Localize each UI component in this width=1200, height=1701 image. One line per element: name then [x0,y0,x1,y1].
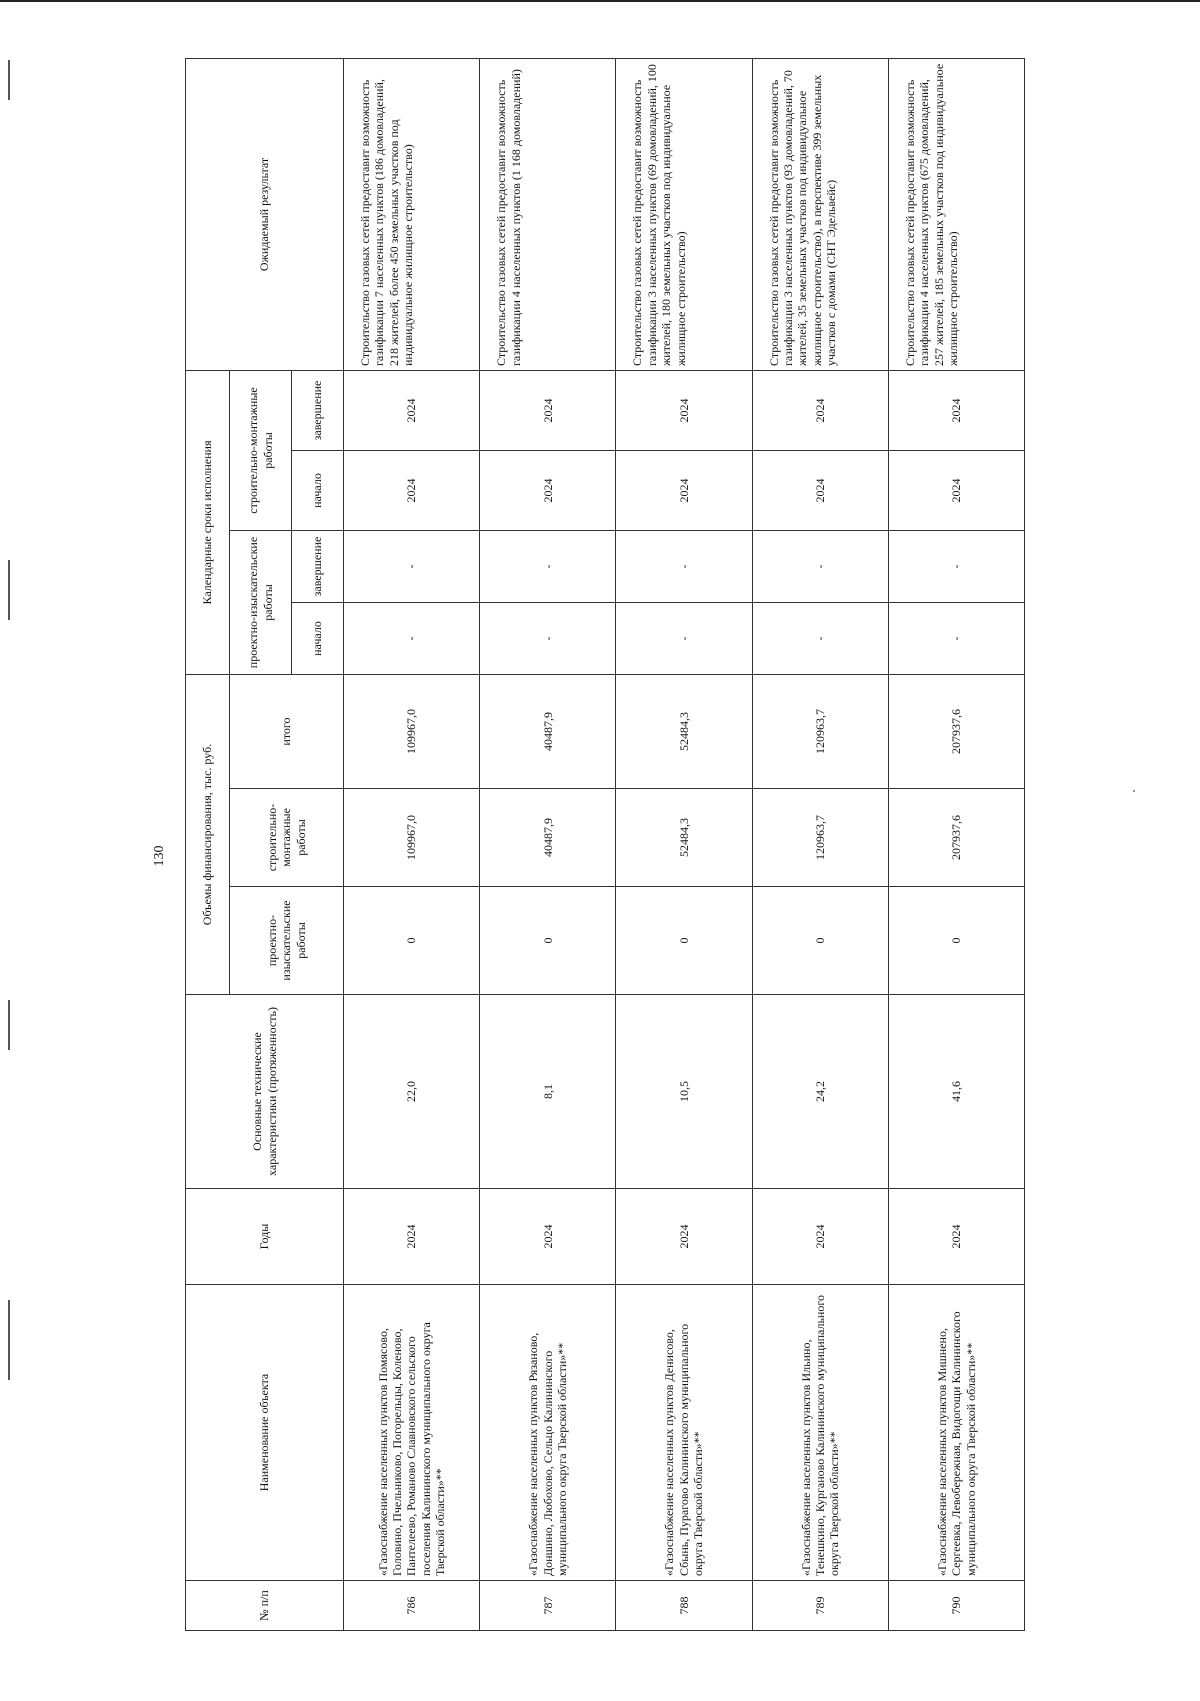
row-design-end: - [344,531,480,603]
row-years: 2024 [480,1189,616,1285]
header-name: Наименование объекта [186,1285,344,1581]
row-name: «Газоснабжение населенных пунктов Мишнено, Сергеевка, Левобережная, Видогощи Калининского муниципального округа Тверской области»** [888,1285,1024,1581]
row-result: Строительство газовых сетей предоставит возможность газификации 4 населенных пунктов (675 домовладений, 257 жителей, 185 земельных участков под индивидуальное жилищное строительство) [888,58,1024,370]
row-fund-design: 0 [888,887,1024,995]
row-construct-start: 2024 [344,451,480,531]
page-number: 130 [152,845,167,867]
row-num: 786 [344,1581,480,1631]
row-construct-start: 2024 [616,451,752,531]
table-row [616,58,752,1630]
row-design-start: - [480,603,616,675]
row-fund-construct: 40487,9 [480,789,616,887]
row-name: «Газоснабжение населенных пунктов Денисово, Сбынь, Пурагово Калининского муниципального округа Тверской области»** [616,1285,752,1581]
row-fund-total: 120963,7 [752,675,888,789]
header-design-end: завершение [292,531,344,603]
row-construct-start: 2024 [752,451,888,531]
scan-margin-mark [8,60,10,100]
top-border-line [0,0,1200,2]
row-fund-total: 207937,6 [888,675,1024,789]
header-tech: Основные технические характеристики (протяженность) [186,995,344,1189]
row-fund-design: 0 [752,887,888,995]
scan-margin-mark [8,1300,10,1380]
row-num: 790 [888,1581,1024,1631]
row-design-end: - [480,531,616,603]
rotated-table-container [185,59,1025,1631]
header-funding-group: Объемы финансирования, тыс. руб. [186,675,230,995]
row-fund-total: 40487,9 [480,675,616,789]
scan-margin-mark [8,560,10,620]
row-construct-end: 2024 [480,370,616,450]
row-years: 2024 [616,1189,752,1285]
row-design-start: - [888,603,1024,675]
row-tech: 22,0 [344,995,480,1189]
row-result: Строительство газовых сетей предоставит возможность газификации 3 населенных пунктов (93 домовладений, 70 жителей, 35 земельных участков под индивидуальное жилищное строительство), в перспективе 399 земельных участков с домами (СНТ Эдельвейс) [752,58,888,370]
row-design-start: - [616,603,752,675]
row-result: Строительство газовых сетей предоставит возможность газификации 4 населенных пунктов (1 168 домовладений) [480,58,616,370]
row-years: 2024 [888,1189,1024,1285]
row-fund-construct: 109967,0 [344,789,480,887]
row-name: «Газоснабжение населенных пунктов Ильино, Тенешкино, Курганово Калининского муниципального округа Тверской области»** [752,1285,888,1581]
row-tech: 10,5 [616,995,752,1189]
row-fund-design: 0 [480,887,616,995]
row-result: Строительство газовых сетей предоставит возможность газификации 3 населенных пунктов (69 домовладений, 100 жителей, 180 земельных участков под индивидуальное жилищное строительство) [616,58,752,370]
header-fund-design: проектно-изыскательские работы [230,887,344,995]
row-fund-design: 0 [344,887,480,995]
header-cal-design: проектно-изыскательские работы [230,531,292,675]
row-construct-end: 2024 [344,370,480,450]
row-tech: 24,2 [752,995,888,1189]
header-years: Годы [186,1189,344,1285]
row-design-start: - [344,603,480,675]
row-design-start: - [752,603,888,675]
table-row [888,58,1024,1630]
row-result: Строительство газовых сетей предоставит возможность газификации 7 населенных пунктов (186 домовладений, 218 жителей, более 450 земельных участков под индивидуальное жилищное строительство) [344,58,480,370]
row-tech: 41,6 [888,995,1024,1189]
table-row [344,58,480,1630]
row-design-end: - [752,531,888,603]
table-row [752,58,888,1630]
row-construct-end: 2024 [888,370,1024,450]
row-fund-total: 109967,0 [344,675,480,789]
row-name: «Газоснабжение населенных пунктов Помясово, Головино, Пчельниково, Погорельцы, Коленово, Пантелеево, Романово Славновского сельского поселения Калининского муниципального округа Тверской области»** [344,1285,480,1581]
header-fund-total: итого [230,675,344,789]
row-design-end: - [616,531,752,603]
row-num: 788 [616,1581,752,1631]
header-construct-end: завершение [292,370,344,450]
scan-margin-mark [8,1000,10,1050]
row-construct-end: 2024 [752,370,888,450]
gasification-objects-table [185,58,1025,1631]
table-row [480,58,616,1630]
row-num: 789 [752,1581,888,1631]
row-construct-start: 2024 [480,451,616,531]
row-design-end: - [888,531,1024,603]
row-years: 2024 [752,1189,888,1285]
header-calendar-group: Календарные сроки исполнения [186,370,230,674]
row-construct-start: 2024 [888,451,1024,531]
header-result: Ожидаемый результат [186,58,344,370]
header-cal-construct: строительно-монтажные работы [230,370,292,530]
row-tech: 8,1 [480,995,616,1189]
row-fund-design: 0 [616,887,752,995]
row-fund-total: 52484,3 [616,675,752,789]
header-num: № п/п [186,1581,344,1631]
header-construct-start: начало [292,451,344,531]
row-name: «Газоснабжение населенных пунктов Рязаново, Доншино, Любохово, Сельцо Калининского муниципального округа Тверской области»** [480,1285,616,1581]
scan-speck [1133,790,1135,792]
row-years: 2024 [344,1189,480,1285]
header-design-start: начало [292,603,344,675]
row-construct-end: 2024 [616,370,752,450]
row-fund-construct: 120963,7 [752,789,888,887]
row-fund-construct: 52484,3 [616,789,752,887]
row-num: 787 [480,1581,616,1631]
header-fund-construct: строительно-монтажные работы [230,789,344,887]
row-fund-construct: 207937,6 [888,789,1024,887]
